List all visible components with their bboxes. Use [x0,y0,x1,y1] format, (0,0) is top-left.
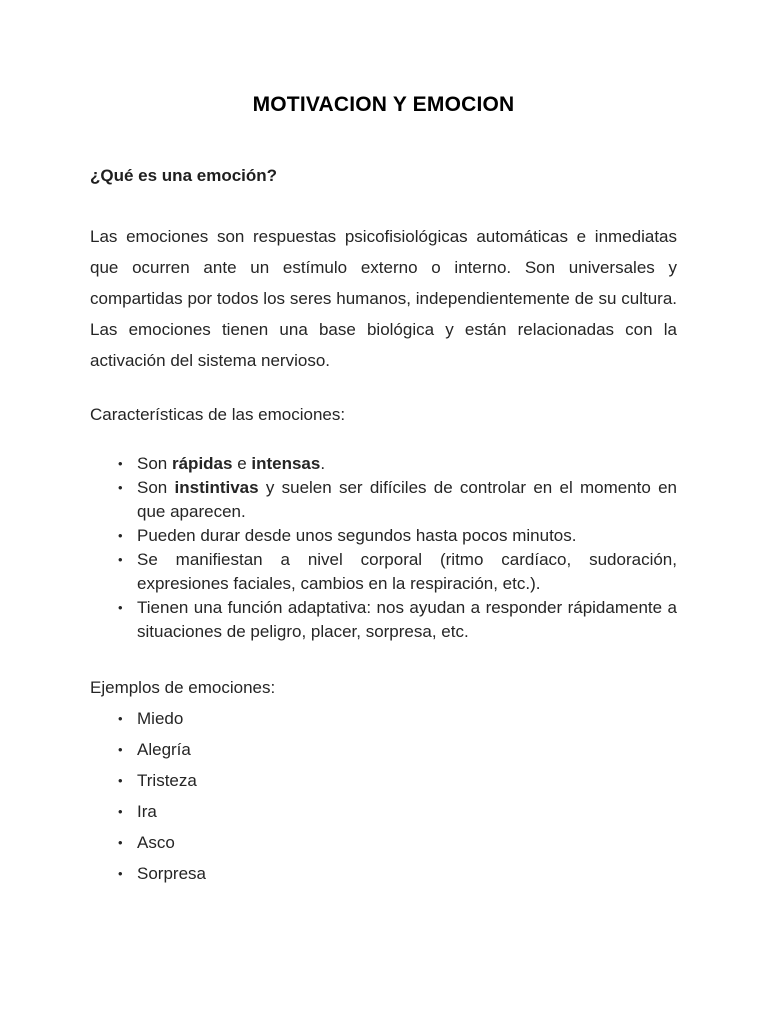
list-item [90,524,677,548]
list-item: • Asco [90,827,677,858]
emphasized-text: instintivas [174,478,259,497]
list-item: • Tristeza [90,765,677,796]
plain-text: Pueden durar desde unos segundos hasta pocos minutos. [137,526,577,545]
list-item [90,476,677,524]
list-item [90,596,677,644]
plain-text: Son [137,478,175,497]
emphasized-text: intensas [251,454,321,473]
list-item [90,548,677,596]
emphasized-text: rápidas [171,454,233,473]
list-item: • Sorpresa [90,858,677,889]
list-item: • Ira [90,796,677,827]
examples-heading: Ejemplos de emociones: [90,678,276,697]
question-heading: ¿Qué es una emoción? [90,166,278,185]
plain-text: Son [137,454,172,473]
document-content [0,93,768,889]
plain-text: . [320,454,326,473]
characteristics-heading: Características de las emociones: [90,405,346,424]
list-item [90,452,677,476]
plain-text: Tienen una función adaptativa: nos ayudan a responder rápidamente a situaciones de peligro, placer, sorpresa, etc. [137,598,677,641]
plain-text: Se manifiestan a nivel corporal (ritmo cardíaco, sudoración, expresiones faciales, cambios en la respiración, etc.). [137,550,677,593]
document-title: MOTIVACION Y EMOCION [252,93,515,116]
plain-text: y suelen ser difíciles de controlar en el momento en que aparecen. [137,478,677,521]
list-item: • Alegría [90,734,677,765]
examples-list [90,703,677,889]
list-item: • Miedo [90,703,677,734]
plain-text: e [232,454,252,473]
characteristics-list [90,452,677,644]
intro-paragraph: Las emociones son respuestas psicofisiológicas automáticas e inmediatas que ocurren ante un estímulo externo o interno. Son universales y compartidas por todos los seres humanos, independientemente de su cultura. Las emociones tienen una base biológica y están relacionadas con la activación del sistema nervioso. [90,227,677,370]
